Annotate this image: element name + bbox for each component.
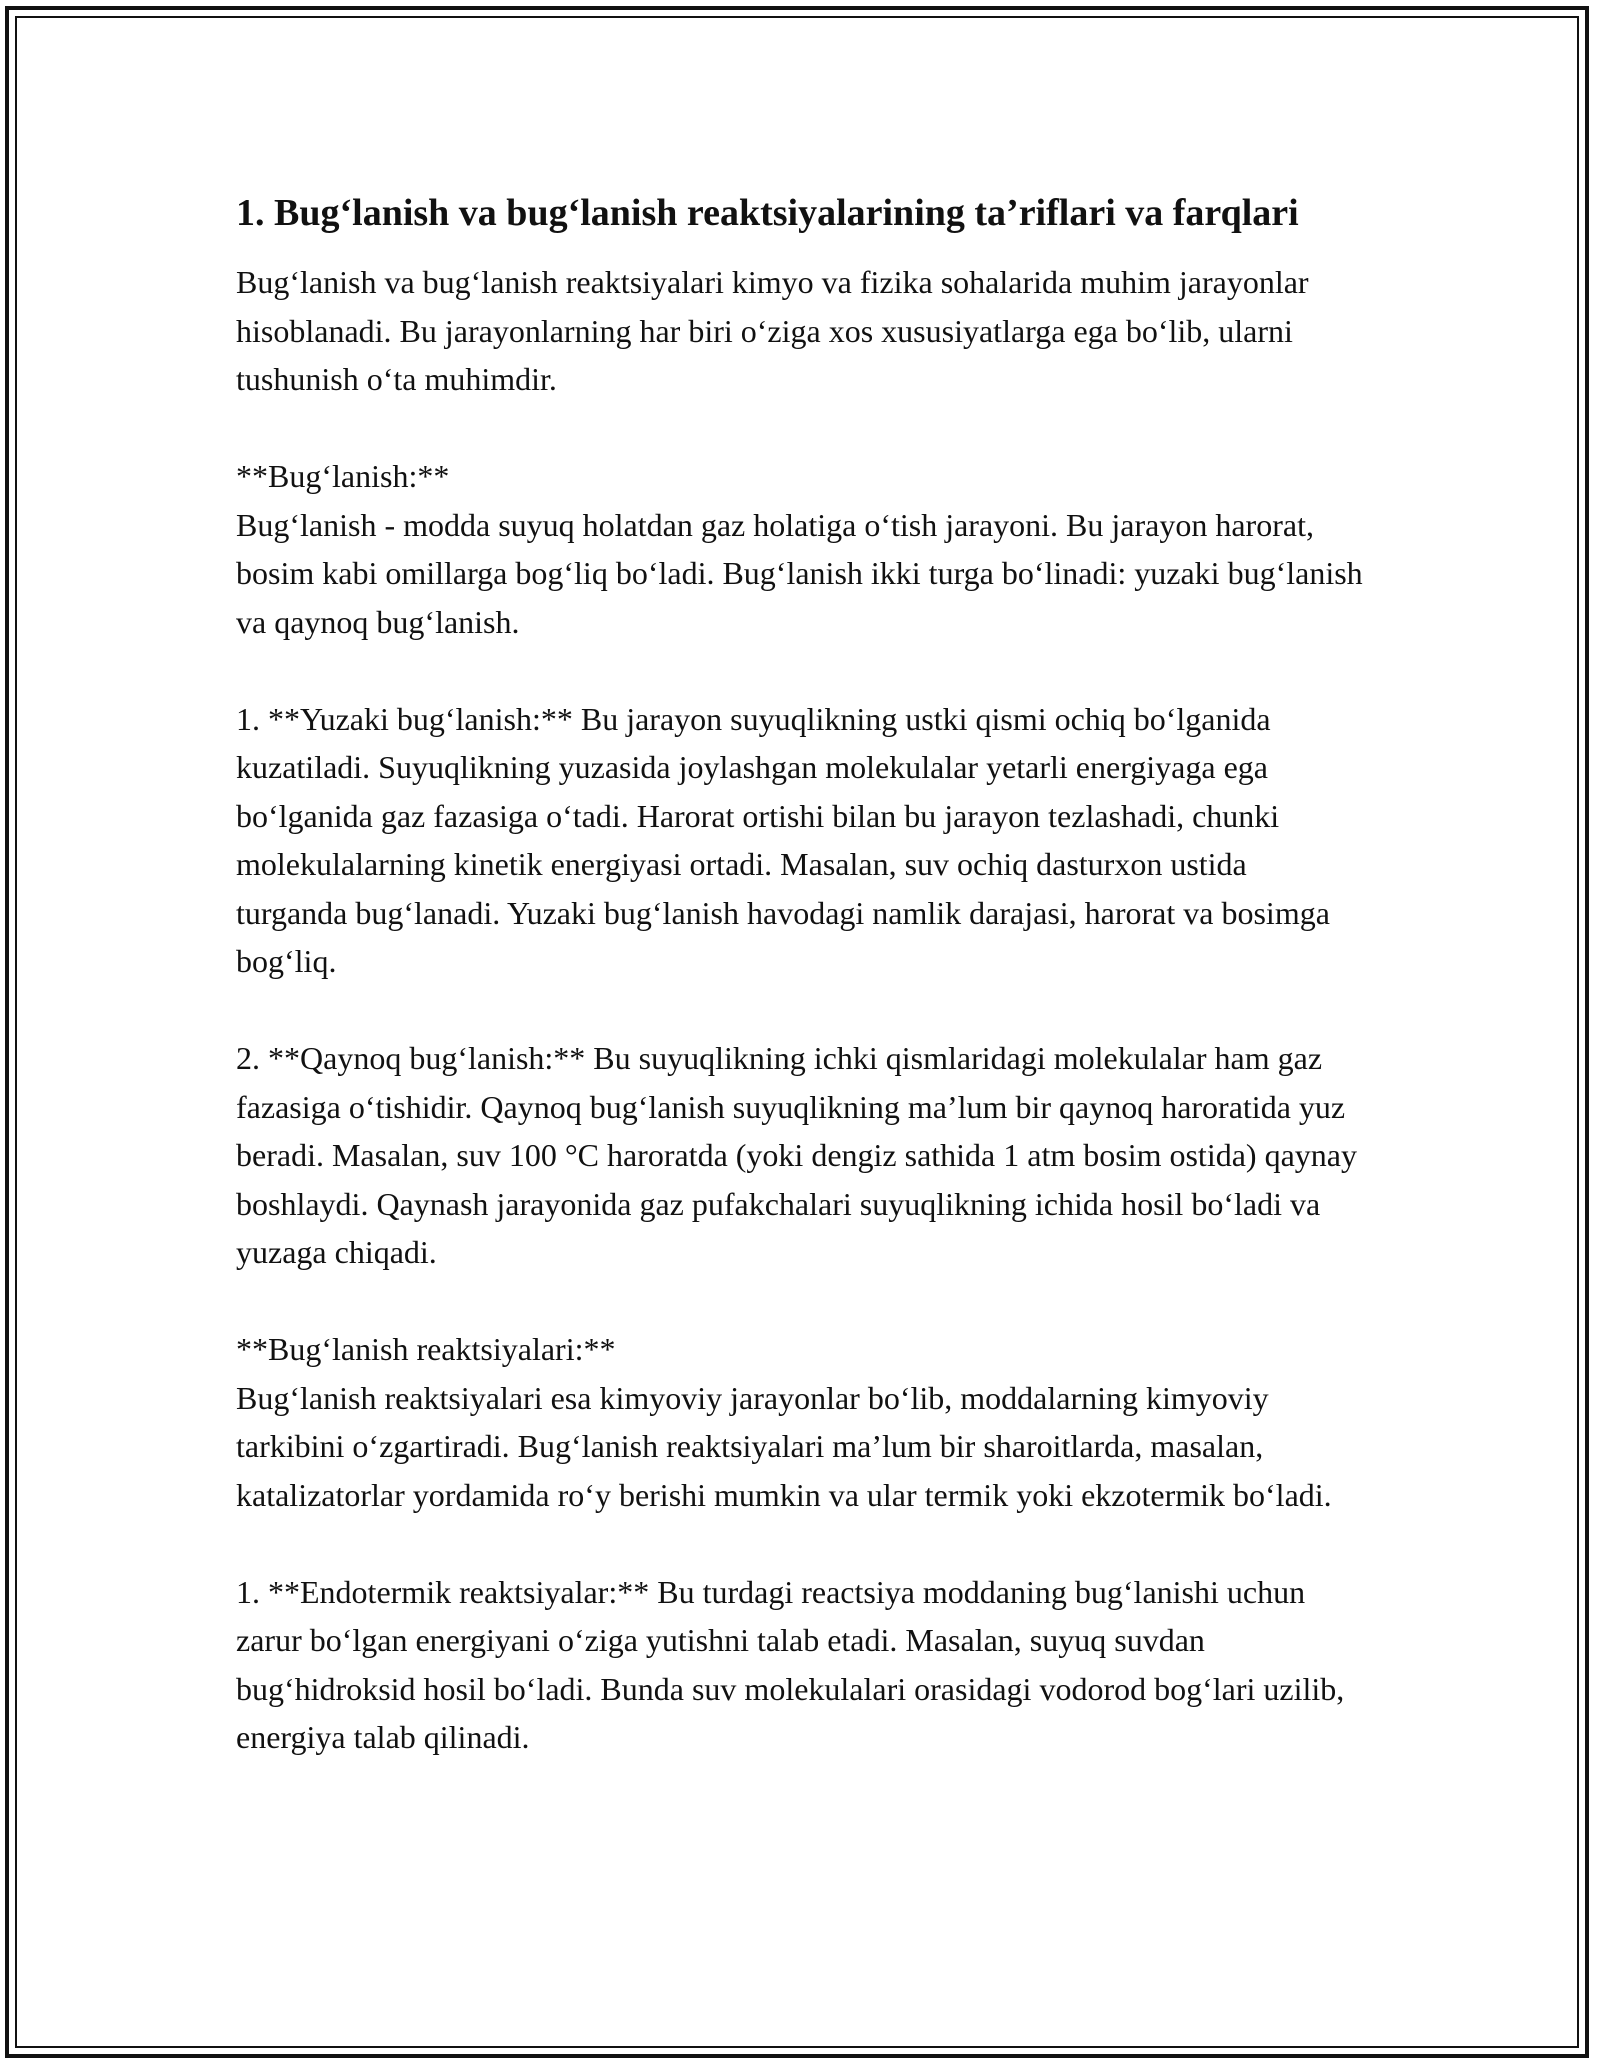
section-heading: 1. Bug‘lanish va bug‘lanish reaktsiyalarining ta’riflari va farqlari: [236, 192, 1299, 234]
paragraph-endothermic-reactions: 1. **Endotermik reaktsiyalar:** Bu turdagi reactsiya moddaning bug‘lanishi uchun zarur bo‘lgan energiyani o‘ziga yutishni talab etadi. Masalan, suyuq suvdan bug‘hidroksid hosil bo‘ladi. Bunda suv molekulalari orasidagi vodorod bog‘lari uzilib, energiya talab qilinadi.: [236, 1573, 1345, 1755]
paragraph-intro: Bug‘lanish va bug‘lanish reaktsiyalari kimyo va fizika sohalarida muhim jarayonlar hisoblanadi. Bu jarayonlarning har biri o‘ziga xos xususiyatlarga ega bo‘lib, ularni tushunish o‘ta muhimdir.: [236, 264, 1309, 397]
document-body: [236, 186, 1366, 1762]
paragraph-boiling-evaporation: 2. **Qaynoq bug‘lanish:** Bu suyuqlikning ichki qismlaridagi molekulalar ham gaz fazasiga o‘tishidir. Qaynoq bug‘lanish suyuqlikning ma’lum bir qaynoq haroratida yuz beradi. Masalan, suv 100 °C haroratda (yoki dengiz sathida 1 atm bosim ostida) qaynay boshlaydi. Qaynash jarayonida gaz pufakchalari suyuqlikning ichida hosil bo‘ladi va yuzaga chiqadi.: [236, 1040, 1357, 1270]
paragraph-spacer: [236, 986, 1366, 1035]
paragraph-spacer: [236, 404, 1366, 453]
paragraph-evaporation: **Bug‘lanish:** Bug‘lanish - modda suyuq holatdan gaz holatiga o‘tish jarayoni. Bu jarayon harorat, bosim kabi omillarga bog‘liq bo‘ladi. Bug‘lanish ikki turga bo‘linadi: yuzaki bug‘lanish va qaynoq bug‘lanish.: [236, 458, 1363, 640]
paragraph-surface-evaporation: 1. **Yuzaki bug‘lanish:** Bu jarayon suyuqlikning ustki qismi ochiq bo‘lganida kuzatiladi. Suyuqlikning yuzasida joylashgan molekulalar yetarli energiyaga ega bo‘lganida gaz fazasiga o‘tadi. Harorat ortishi bilan bu jarayon tezlashadi, chunki molekulalarning kinetik energiyasi ortadi. Masalan, suv ochiq dasturxon ustida turganda bug‘lanadi. Yuzaki bug‘lanish havodagi namlik darajasi, harorat va bosimga bog‘liq.: [236, 700, 1330, 979]
paragraph-evaporation-reactions: **Bug‘lanish reaktsiyalari:** Bug‘lanish reaktsiyalari esa kimyoviy jarayonlar bo‘lib, moddalarning kimyoviy tarkibini o‘zgartiradi. Bug‘lanish reaktsiyalari ma’lum bir sharoitlarda, masalan, katalizatorlar yordamida ro‘y berishi mumkin va ular termik yoki ekzotermik bo‘ladi.: [236, 1331, 1332, 1513]
paragraph-spacer: [236, 1519, 1366, 1568]
paragraph-spacer: [236, 646, 1366, 695]
paragraph-spacer: [236, 1277, 1366, 1326]
